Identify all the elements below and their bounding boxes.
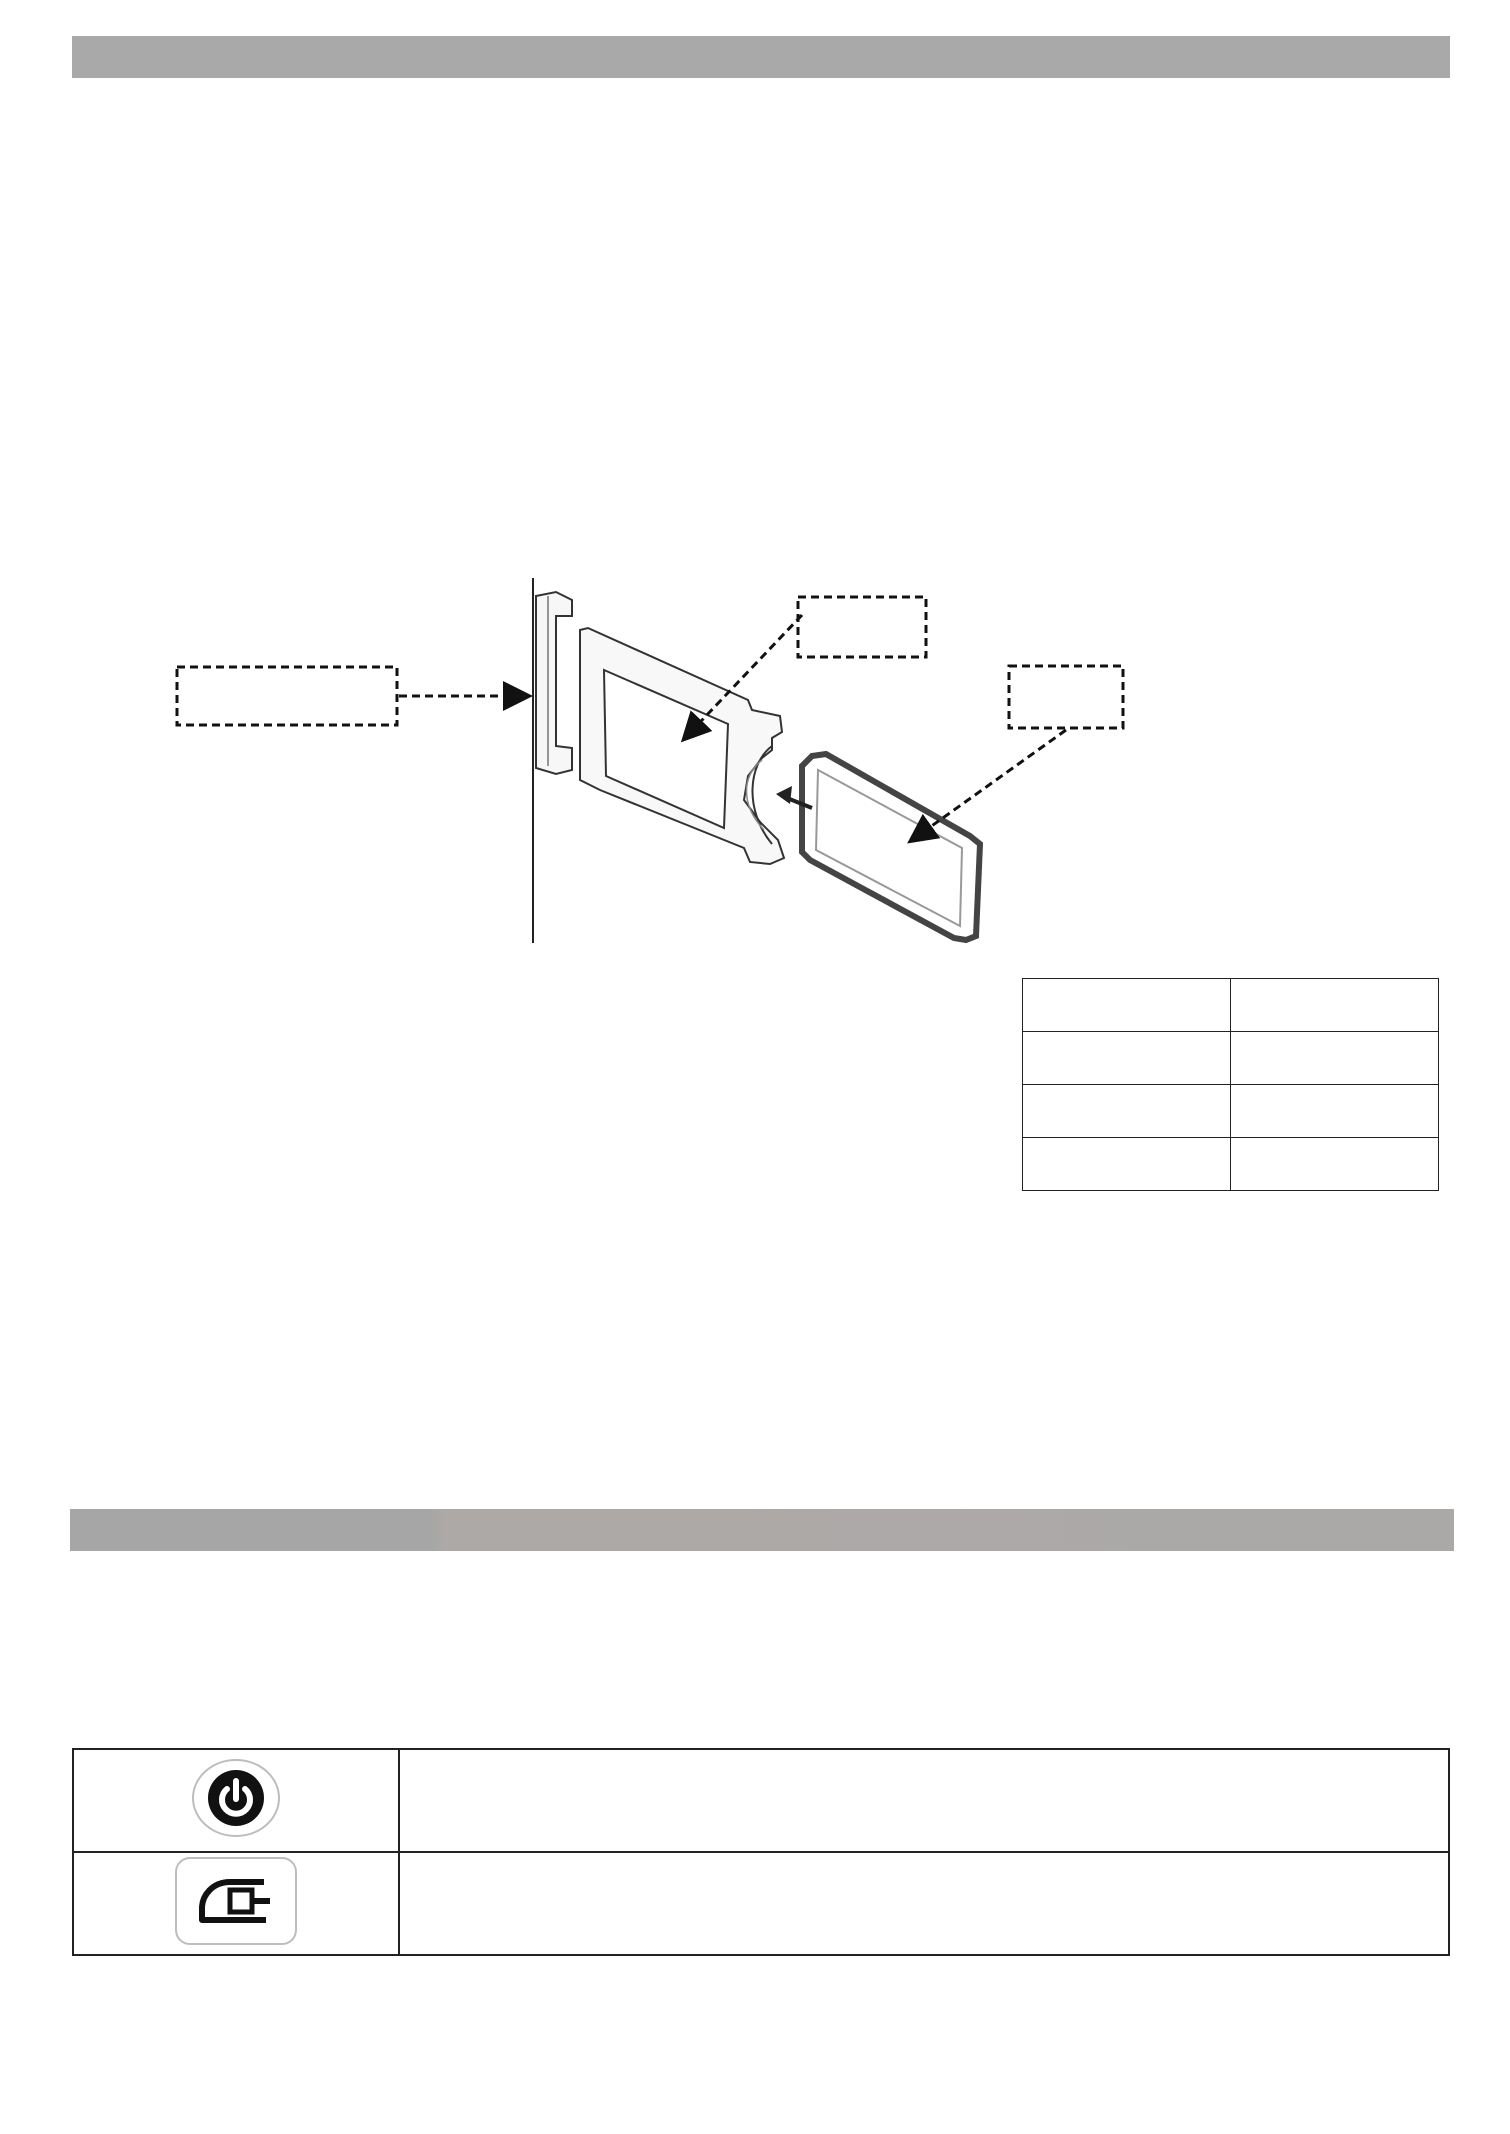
table-row [1023, 1138, 1439, 1191]
table-cell [1023, 1085, 1231, 1138]
icon-description [399, 1749, 1449, 1852]
cam-module [580, 628, 784, 864]
icon-cell [73, 1852, 399, 1955]
power-icon [190, 1757, 282, 1844]
tv-side-panel [533, 578, 572, 943]
table-cell [1231, 979, 1439, 1032]
table-row [1023, 979, 1439, 1032]
icon-legend-table [72, 1748, 1450, 1956]
section-header-bar [70, 1509, 1454, 1551]
table-row [73, 1749, 1449, 1852]
callout-box-cam-module [798, 597, 926, 657]
callout-box-tv-slot [177, 667, 397, 725]
table-cell [1231, 1032, 1439, 1085]
power-plug-icon [174, 1856, 298, 1951]
callout-box-smart-card [1009, 666, 1123, 728]
icon-description [399, 1852, 1449, 1955]
table-cell [1231, 1085, 1439, 1138]
spec-table [1022, 978, 1439, 1191]
table-cell [1023, 1032, 1231, 1085]
table-row [1023, 1032, 1439, 1085]
section-header-bar [72, 36, 1450, 78]
table-cell [1231, 1138, 1439, 1191]
table-cell [1023, 979, 1231, 1032]
table-row [73, 1852, 1449, 1955]
icon-cell [73, 1749, 399, 1852]
table-row [1023, 1085, 1439, 1138]
smart-card [802, 754, 980, 940]
table-cell [1023, 1138, 1231, 1191]
ci-module-insertion-diagram [0, 560, 1510, 960]
leader-arrow-smart-card [912, 730, 1066, 840]
